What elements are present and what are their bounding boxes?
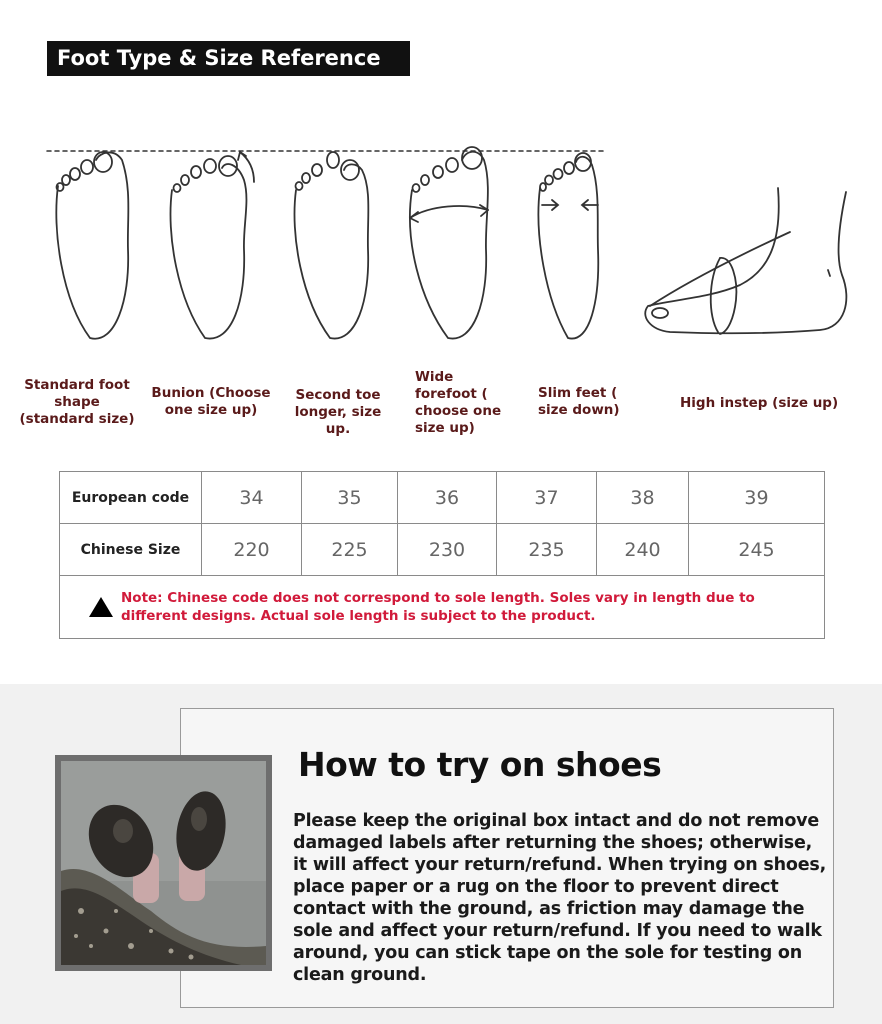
size-table bbox=[59, 471, 825, 639]
eu-size-cell: 36 bbox=[398, 472, 497, 524]
shoes-photo bbox=[55, 755, 272, 971]
foot-type-label-slim: Slim feet ( size down) bbox=[538, 385, 620, 418]
try-on-title: How to try on shoes bbox=[298, 745, 662, 784]
cn-size-cell: 220 bbox=[202, 524, 302, 576]
table-row-european bbox=[60, 472, 825, 524]
foot-bunion-icon bbox=[170, 152, 254, 339]
foot-standard-icon bbox=[56, 152, 128, 339]
foot-type-label-bunion: Bunion (Choose one size up) bbox=[151, 385, 271, 418]
eu-size-cell: 34 bbox=[202, 472, 302, 524]
page-title: Foot Type & Size Reference bbox=[47, 41, 410, 76]
table-row-note bbox=[60, 576, 825, 639]
foot-type-label-high-instep: High instep (size up) bbox=[680, 395, 839, 411]
row-header-chinese: Chinese Size bbox=[60, 524, 202, 576]
foot-type-illustrations bbox=[0, 130, 882, 360]
warning-triangle-icon bbox=[89, 597, 113, 617]
cn-size-cell: 245 bbox=[689, 524, 825, 576]
eu-size-cell: 35 bbox=[302, 472, 398, 524]
foot-slim-icon bbox=[538, 153, 598, 339]
cn-size-cell: 225 bbox=[302, 524, 398, 576]
cn-size-cell: 230 bbox=[398, 524, 497, 576]
foot-wide-forefoot-icon bbox=[410, 147, 488, 339]
table-row-chinese bbox=[60, 524, 825, 576]
foot-type-label-standard: Standard foot shape (standard size) bbox=[19, 377, 135, 427]
size-note: Note: Chinese code does not correspond to sole length. Soles vary in length due to different designs. Actual sole length is subject to the product. bbox=[121, 590, 755, 624]
try-on-instructions: Please keep the original box intact and do not remove damaged labels after returning the shoes; otherwise, it will affect your return/refund. When trying on shoes, place paper or a rug on the floor to prevent direct contact with the ground, as friction may damage the sole and affect your return/refund. If you need to walk around, you can stick tape on the sole for testing on clean ground. bbox=[293, 811, 827, 985]
foot-second-toe-icon bbox=[294, 152, 368, 339]
cn-size-cell: 235 bbox=[497, 524, 597, 576]
row-header-european: European code bbox=[60, 472, 202, 524]
note-cell bbox=[60, 576, 825, 639]
foot-high-instep-icon bbox=[645, 188, 846, 334]
foot-type-label-second-toe: Second toe longer, size up. bbox=[294, 387, 382, 437]
eu-size-cell: 38 bbox=[597, 472, 689, 524]
foot-type-label-wide-forefoot: Wide forefoot ( choose one size up) bbox=[415, 369, 502, 436]
eu-size-cell: 37 bbox=[497, 472, 597, 524]
shoes-photo-image bbox=[61, 761, 266, 965]
cn-size-cell: 240 bbox=[597, 524, 689, 576]
eu-size-cell: 39 bbox=[689, 472, 825, 524]
